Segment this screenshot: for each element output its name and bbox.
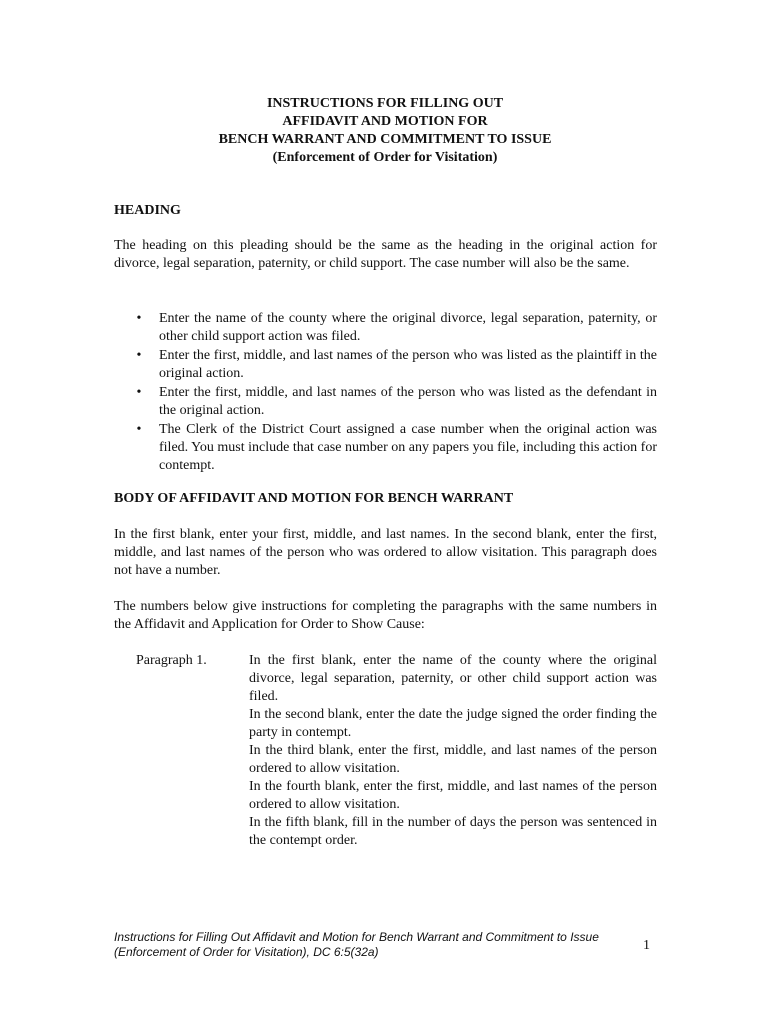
paragraph-1-instructions: [249, 652, 657, 850]
title-line-4: (Enforcement of Order for Visitation): [272, 150, 498, 165]
instruction-item: In the fourth blank, enter the first, middle, and last names of the person ordered to allow visitation.: [249, 779, 657, 812]
bullet-icon: •: [136, 311, 142, 326]
bullet-icon: •: [136, 348, 142, 363]
footer-line-1: Instructions for Filling Out Affidavit and Motion for Bench Warrant and Commitment to Issue: [114, 930, 599, 944]
page-number: 1: [643, 938, 650, 953]
instruction-item: In the second blank, enter the date the judge signed the order finding the party in contempt.: [249, 707, 657, 740]
heading-section-intro: The heading on this pleading should be the same as the heading in the original action for divorce, legal separation, paternity, or child support. The case number will also be the same.: [114, 238, 657, 271]
instruction-item: In the first blank, enter the name of the county where the original divorce, legal separation, paternity, or other child support action was filed.: [249, 653, 657, 704]
bullet-text: Enter the first, middle, and last names of the person who was listed as the defendant in the original action.: [159, 385, 657, 418]
footer-line-2: (Enforcement of Order for Visitation), DC 6:5(32a): [114, 945, 379, 959]
bullet-item: [114, 421, 657, 475]
page-footer: [114, 930, 634, 960]
title-line-3: BENCH WARRANT AND COMMITMENT TO ISSUE: [218, 132, 552, 147]
body-paragraph-2: The numbers below give instructions for completing the paragraphs with the same numbers in the Affidavit and Application for Order to Show Cause:: [114, 599, 657, 632]
bullet-icon: •: [136, 422, 142, 437]
body-paragraph-1: In the first blank, enter your first, middle, and last names. In the second blank, enter the first, middle, and last names of the person who was ordered to allow visitation. This paragraph does not have a number.: [114, 527, 657, 578]
document-title: [0, 95, 770, 167]
instruction-item: In the fifth blank, fill in the number of days the person was sentenced in the contempt order.: [249, 815, 657, 848]
instruction-item: In the third blank, enter the first, middle, and last names of the person ordered to allow visitation.: [249, 743, 657, 776]
bullet-text: Enter the first, middle, and last names of the person who was listed as the plaintiff in the original action.: [159, 348, 657, 381]
bullet-icon: •: [136, 385, 142, 400]
title-line-1: INSTRUCTIONS FOR FILLING OUT: [266, 96, 504, 111]
heading-section-title: HEADING: [114, 203, 181, 218]
bullet-item: [114, 310, 657, 346]
bullet-item: [114, 384, 657, 420]
bullet-text: The Clerk of the District Court assigned a case number when the original action was filed. You must include that case number on any papers you file, including this action for contempt.: [159, 422, 657, 473]
title-line-2: AFFIDAVIT AND MOTION FOR: [282, 114, 488, 129]
heading-bullet-list: [114, 310, 657, 476]
bullet-text: Enter the name of the county where the original divorce, legal separation, paternity, or other child support action was filed.: [159, 311, 657, 344]
bullet-item: [114, 347, 657, 383]
body-section-title: BODY OF AFFIDAVIT AND MOTION FOR BENCH WARRANT: [114, 491, 514, 506]
paragraph-1-label: Paragraph 1.: [136, 653, 207, 668]
